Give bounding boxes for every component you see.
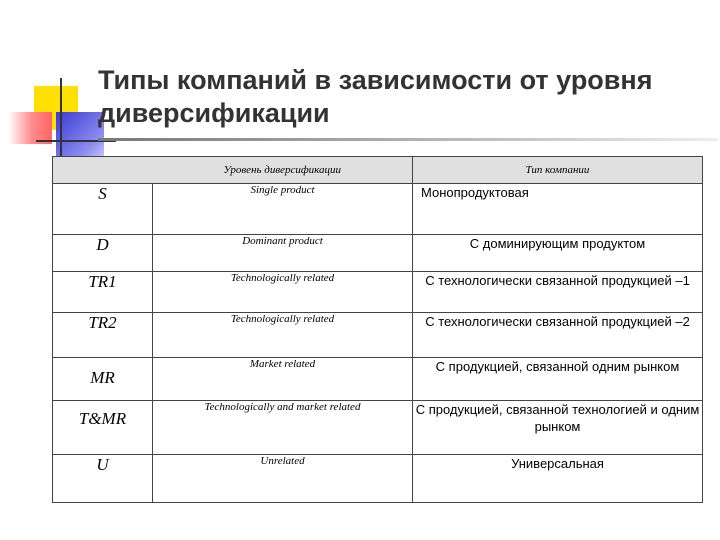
level-cell: Dominant product [153,235,413,272]
page-title: Типы компаний в зависимости от уровня диверсификации [98,65,653,128]
code-cell: MR [53,358,153,401]
code-cell: D [53,235,153,272]
level-cell: Technologically and market related [153,401,413,455]
title-underline [98,138,718,141]
code-cell: T&MR [53,401,153,455]
level-column-header: Уровень диверсификации [153,157,413,184]
table-header-row [53,157,703,184]
level-cell: Market related [153,358,413,401]
code-cell: TR2 [53,313,153,358]
table-row [53,235,703,272]
code-column-header [53,157,153,184]
table-row [53,313,703,358]
code-cell: TR1 [53,272,153,313]
company-type-cell: С продукцией, связанной технологией и одним рынком [413,401,703,455]
company-type-cell: С технологически связанной продукцией –1 [413,272,703,313]
company-type-cell: С продукцией, связанной одним рынком [413,358,703,401]
diversification-table [52,156,703,503]
logo-blue-square [56,112,104,160]
level-cell: Technologically related [153,313,413,358]
code-cell: S [53,184,153,235]
logo-vertical-line [60,78,62,158]
company-type-cell: Монопродуктовая [413,184,703,235]
table-row [53,401,703,455]
company-type-column-header: Тип компании [413,157,703,184]
company-type-cell: Универсальная [413,455,703,503]
level-cell: Technologically related [153,272,413,313]
code-cell: U [53,455,153,503]
company-type-cell: С доминирующим продуктом [413,235,703,272]
company-type-cell: С технологически связанной продукцией –2 [413,313,703,358]
level-cell: Single product [153,184,413,235]
table-row [53,272,703,313]
table-row [53,184,703,235]
level-cell: Unrelated [153,455,413,503]
table-row [53,455,703,503]
table-row [53,358,703,401]
